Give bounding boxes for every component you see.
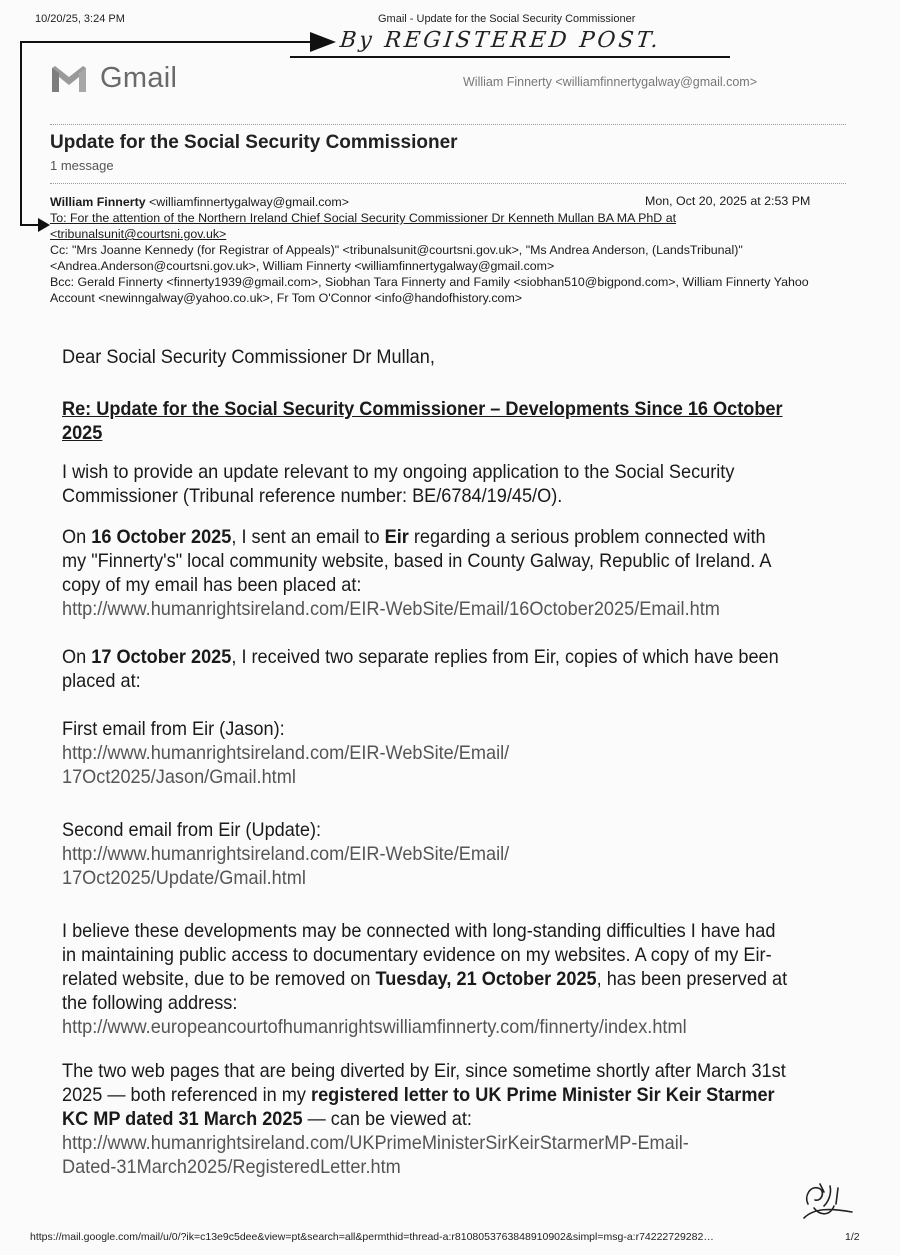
message-to: To: For the attention of the Northern Ireland Chief Social Security Commissioner Dr Kenneth Mullan BA MA PhD at (50, 211, 677, 225)
print-title: Gmail - Update for the Social Security Commissioner (378, 13, 636, 25)
second-email-label: Second email from Eir (Update): (62, 819, 322, 841)
first-email-label: First email from Eir (Jason): (62, 718, 285, 740)
re-heading: Re: Update for the Social Security Commissioner – Developments Since 16 October 2025 (62, 398, 783, 444)
message-count: 1 message (50, 158, 114, 173)
text: I believe these developments may be connected with long-standing difficulties I have had in maintaining public access to documentary evidence on my websites. A copy of my Eir-related website, due to be removed on (62, 920, 776, 990)
gmail-m-icon (50, 64, 88, 94)
message-to-email[interactable]: <tribunalsunit@courtsni.gov.uk> (50, 227, 227, 241)
link-second-email-line1[interactable]: http://www.humanrightsireland.com/EIR-WebSite/Email/ (62, 843, 510, 865)
bold-date: Tuesday, 21 October 2025 (375, 968, 597, 990)
print-date: 10/20/25, 3:24 PM (35, 13, 125, 25)
handwritten-underline (290, 56, 730, 58)
sender-email[interactable]: <williamfinnertygalway@gmail.com> (149, 195, 349, 209)
annotation-bracket-top (20, 41, 315, 43)
first-email-block (62, 717, 787, 789)
link-16-october-email[interactable]: http://www.humanrightsireland.com/EIR-WebSite/Email/16October2025/Email.htm (62, 598, 720, 620)
thread-subject: Update for the Social Security Commissioner (50, 132, 458, 153)
text: The two web pages that are being diverted by Eir, since sometime shortly after March 31st 2025 — both referenced in my (62, 1060, 786, 1106)
message-bcc: Bcc: Gerald Finnerty <finnerty1939@gmail.com>, Siobhan Tara Finnerty and Family <siobhan510@bigpond.com>, William Finnerty Yahoo Account <newinngalway@yahoo.co.uk>, Fr Tom O'Connor <info@handofhistory.com> (50, 275, 809, 305)
greeting: Dear Social Security Commissioner Dr Mullan, (62, 346, 435, 368)
link-first-email-line1[interactable]: http://www.humanrightsireland.com/EIR-WebSite/Email/ (62, 742, 510, 764)
link-preserved-website[interactable]: http://www.europeancourtofhumanrightswilliamfinnerty.com/finnerty/index.html (62, 1016, 687, 1038)
text: On (62, 526, 92, 548)
annotation-bracket-left (20, 41, 22, 226)
recipients-block (50, 242, 840, 306)
divider (50, 183, 846, 184)
link-registered-letter-line2[interactable]: Dated-31March2025/RegisteredLetter.htm (62, 1156, 401, 1178)
second-email-block (62, 818, 787, 890)
paragraph-preserved-website (62, 919, 787, 1039)
page-number: 1/2 (845, 1231, 860, 1243)
paragraph-17-october (62, 645, 787, 693)
bold-text: Eir (384, 526, 409, 548)
paragraph-16-october (62, 525, 787, 621)
link-first-email-line2[interactable]: 17Oct2025/Jason/Gmail.html (62, 766, 296, 788)
text: regarding a serious problem connected with my "Finnerty's" local community website, based in County Galway, Republic of Ireland. A copy of my email has been placed at: (62, 526, 771, 596)
bold-date: 16 October 2025 (91, 526, 232, 548)
bold-text: registered letter to UK Prime Minister Sir Keir Starmer KC MP dated 31 March 2025 (62, 1084, 775, 1130)
arrow-right-icon (310, 32, 336, 52)
paragraph-diverted-pages (62, 1059, 787, 1179)
text: , has been preserved at the following address: (62, 968, 788, 1014)
text: , I received two separate replies from Eir, copies of which have been placed at: (62, 646, 779, 692)
divider (50, 124, 846, 125)
arrow-right-icon (38, 218, 50, 232)
message-cc: Cc: "Mrs Joanne Kennedy (for Registrar of Appeals)" <tribunalsunit@courtsni.gov.uk>, "Ms Andrea Anderson, (LandsTribunal)" <Andrea.Anderson@courtsni.gov.uk>, William Finnerty <williamfinnertygalway@gmail.com> (50, 243, 743, 273)
bold-date: 17 October 2025 (91, 646, 232, 668)
handwritten-signature (800, 1178, 860, 1228)
print-footer-url: https://mail.google.com/mail/u/0/?ik=c13e9c5dee&view=pt&search=all&permthid=thread-a:r8108053763848910902&simpl=msg-a:r74222729282… (30, 1231, 714, 1243)
sender-name: William Finnerty (50, 195, 146, 209)
paragraph-intro: I wish to provide an update relevant to my ongoing application to the Social Security Commissioner (Tribunal reference number: BE/6784/19/45/O). (62, 461, 735, 507)
link-registered-letter-line1[interactable]: http://www.humanrightsireland.com/UKPrimeMinisterSirKeirStarmerMP-Email- (62, 1132, 689, 1154)
message-from (50, 194, 349, 210)
handwritten-annotation: By REGISTERED POST. (338, 28, 663, 53)
gmail-logo[interactable] (50, 62, 177, 95)
gmail-logo-text: Gmail (100, 62, 178, 94)
text: — can be viewed at: (302, 1108, 472, 1130)
text: , I sent an email to (231, 526, 385, 548)
text: On (62, 646, 92, 668)
link-second-email-line2[interactable]: 17Oct2025/Update/Gmail.html (62, 867, 306, 889)
message-date: Mon, Oct 20, 2025 at 2:53 PM (645, 194, 811, 208)
account-identity: William Finnerty <williamfinnertygalway@gmail.com> (463, 75, 758, 89)
